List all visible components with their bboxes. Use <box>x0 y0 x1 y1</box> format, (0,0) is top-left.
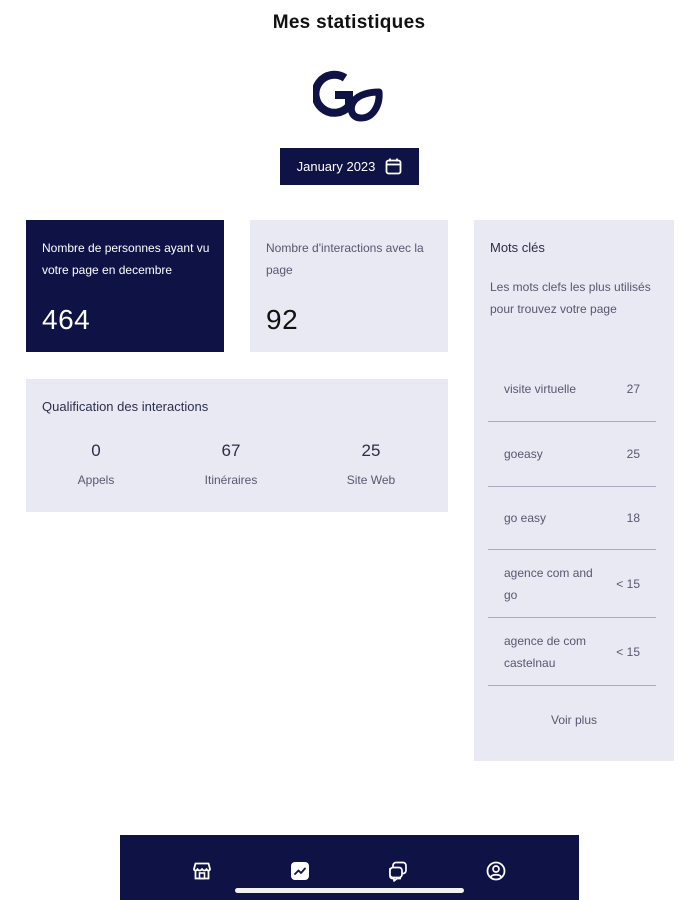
qualification-title: Qualification des interactions <box>42 399 209 414</box>
stats-icon[interactable] <box>289 860 311 882</box>
qualification-item-directions <box>171 441 291 487</box>
qualification-value: 25 <box>361 441 381 460</box>
keyword-count: 27 <box>626 381 640 396</box>
qualification-label: Appels <box>77 473 115 487</box>
qualification-value: 0 <box>91 441 101 460</box>
go-logo <box>313 68 385 124</box>
qualification-item-website <box>311 441 431 487</box>
keyword-name: visite virtuelle <box>504 381 577 396</box>
interactions-card-value: 92 <box>266 304 299 335</box>
date-picker-button[interactable] <box>280 148 419 185</box>
qualification-value: 67 <box>221 441 241 460</box>
keyword-row <box>488 487 656 550</box>
keyword-row <box>488 618 656 686</box>
views-card <box>26 220 224 352</box>
keyword-count: 18 <box>626 511 640 525</box>
views-card-value: 464 <box>42 304 91 335</box>
qualification-card <box>26 379 448 512</box>
keyword-row <box>488 550 656 618</box>
keyword-count: 25 <box>626 447 640 461</box>
store-icon[interactable] <box>191 860 213 882</box>
keyword-name: agence de com castelnau <box>504 633 587 670</box>
see-more-link[interactable]: Voir plus <box>550 713 598 727</box>
qualification-label: Site Web <box>346 473 396 487</box>
views-card-label: Nombre de personnes ayant vu votre page en decembre <box>42 241 210 277</box>
keywords-description: Les mots clefs les plus utilisés pour trouvez votre page <box>490 280 651 316</box>
page-title: Mes statistiques <box>272 12 426 33</box>
qualification-label: Itinéraires <box>204 473 258 487</box>
keywords-card <box>474 220 674 761</box>
interactions-card-label: Nombre d'interactions avec la page <box>266 241 424 277</box>
keyword-count: < 15 <box>616 644 640 659</box>
keyword-name: agence com and go <box>504 565 593 602</box>
messages-icon[interactable] <box>387 860 409 882</box>
qualification-item-calls <box>36 441 156 487</box>
keywords-title: Mots clés <box>490 240 545 255</box>
keyword-row <box>488 356 656 422</box>
home-indicator[interactable] <box>235 888 464 893</box>
keyword-count: < 15 <box>616 576 640 591</box>
calendar-icon <box>385 158 402 175</box>
interactions-card <box>250 220 448 352</box>
profile-icon[interactable] <box>485 860 507 882</box>
date-picker-label: January 2023 <box>296 159 376 174</box>
keyword-row <box>488 422 656 487</box>
keyword-name: goeasy <box>504 447 543 461</box>
keyword-name: go easy <box>504 511 547 525</box>
